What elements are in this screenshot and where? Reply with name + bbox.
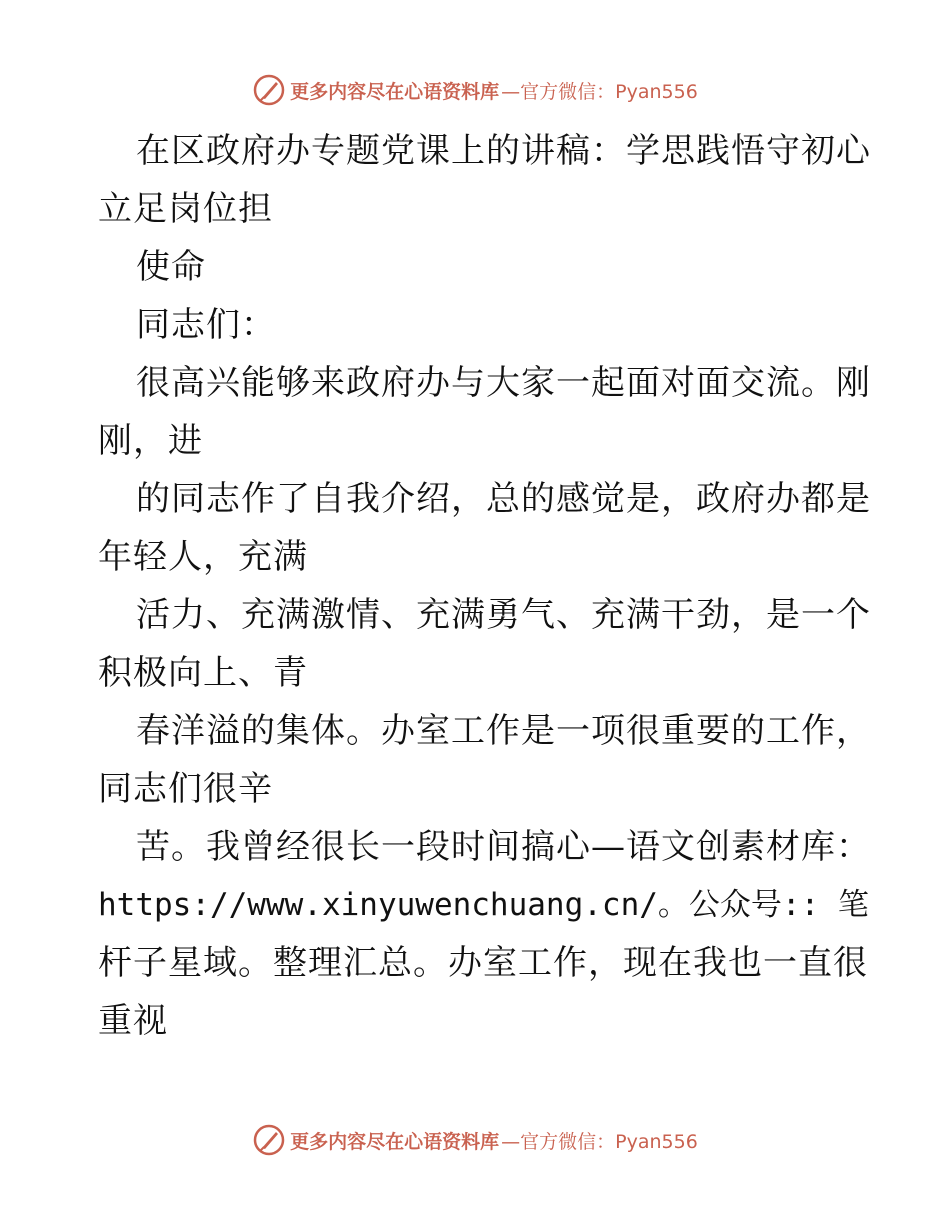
header-brand-text: 更多内容尽在心语资料库 <box>290 80 500 103</box>
document-body <box>98 122 871 1050</box>
footer-wechat-text: —官方微信：Pyan556 <box>501 1130 698 1153</box>
footer-brand-text: 更多内容尽在心语资料库 <box>290 1130 500 1153</box>
body-line: 在区政府办专题党课上的讲稿：学思践悟守初心 <box>136 131 871 171</box>
body-line: 同志们很辛 <box>98 769 273 809</box>
body-line: 同志们： <box>136 305 276 345</box>
quill-logo-icon <box>252 73 286 107</box>
body-line: 活力、充满激情、充满勇气、充满干劲，是一个 <box>136 595 871 635</box>
header-wechat-text: —官方微信：Pyan556 <box>501 80 698 103</box>
body-line: 积极向上、青 <box>98 653 308 693</box>
body-line-url: https://www.xinyuwenchuang.cn/。公众号:: 笔 <box>98 887 869 923</box>
body-line: 年轻人，充满 <box>98 537 308 577</box>
body-line: 刚，进 <box>98 421 203 461</box>
body-line: 立足岗位担 <box>98 189 273 229</box>
body-line: 杆子星域。整理汇总。办室工作，现在我也一直很 <box>98 943 868 983</box>
body-line: 苦。我曾经很长一段时间搞心—语文创素材库： <box>136 827 871 867</box>
body-line: 重视 <box>98 1001 168 1041</box>
footer-watermark <box>0 1120 950 1160</box>
body-line: 使命 <box>136 247 206 287</box>
body-line: 春洋溢的集体。办室工作是一项很重要的工作， <box>136 711 871 751</box>
body-line: 很高兴能够来政府办与大家一起面对面交流。刚 <box>136 363 871 403</box>
header-watermark <box>0 70 950 110</box>
quill-logo-icon <box>252 1123 286 1157</box>
body-line: 的同志作了自我介绍，总的感觉是，政府办都是 <box>136 479 871 519</box>
